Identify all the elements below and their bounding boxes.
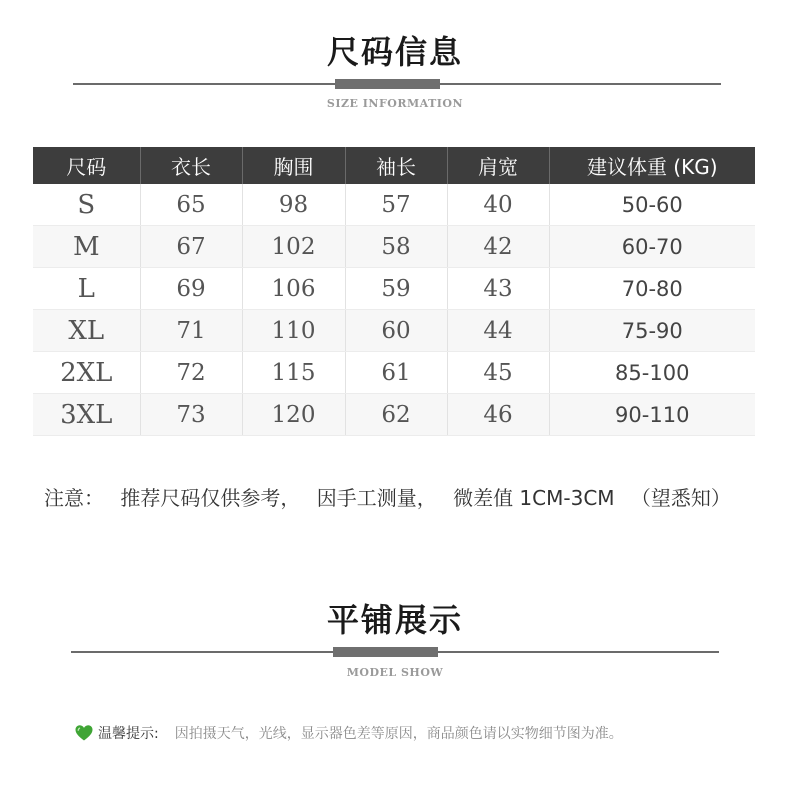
cell-sleeve: 57 xyxy=(345,184,447,226)
cell-weight: 70-80 xyxy=(549,268,755,310)
cell-size: S xyxy=(33,184,140,226)
cell-sleeve: 58 xyxy=(345,226,447,268)
cell-length: 65 xyxy=(140,184,242,226)
header-sleeve: 袖长 xyxy=(345,147,447,184)
cell-length: 69 xyxy=(140,268,242,310)
header-chest: 胸围 xyxy=(242,147,345,184)
header-shoulder: 肩宽 xyxy=(447,147,549,184)
cell-chest: 110 xyxy=(242,310,345,352)
cell-length: 73 xyxy=(140,394,242,436)
cell-shoulder: 43 xyxy=(447,268,549,310)
cell-length: 71 xyxy=(140,310,242,352)
note-label: 注意： xyxy=(44,486,104,510)
cell-chest: 115 xyxy=(242,352,345,394)
cell-chest: 102 xyxy=(242,226,345,268)
table-row xyxy=(33,268,755,310)
header-weight: 建议体重 (KG) xyxy=(549,147,755,184)
model-section-subtitle: MODEL SHOW xyxy=(346,666,444,679)
note-part-4: （望悉知） xyxy=(630,486,731,510)
tip-text: 因拍摄天气，光线，显示器色差等原因，商品颜色请以实物细节图为准。 xyxy=(174,726,623,742)
cell-sleeve: 60 xyxy=(345,310,447,352)
cell-weight: 75-90 xyxy=(549,310,755,352)
cell-chest: 106 xyxy=(242,268,345,310)
note-part-1: 推荐尺码仅供参考， xyxy=(120,486,301,510)
model-section-divider xyxy=(71,647,719,657)
header-length: 衣长 xyxy=(140,147,242,184)
table-header-row xyxy=(33,147,755,184)
table-row xyxy=(33,352,755,394)
cell-chest: 98 xyxy=(242,184,345,226)
cell-sleeve: 59 xyxy=(345,268,447,310)
divider-accent-bar xyxy=(333,647,438,657)
cell-length: 72 xyxy=(140,352,242,394)
cell-size: M xyxy=(33,226,140,268)
cell-shoulder: 46 xyxy=(447,394,549,436)
size-section-subtitle: SIZE INFORMATION xyxy=(326,97,464,110)
cell-size: L xyxy=(33,268,140,310)
model-section-title-wrap xyxy=(0,600,790,640)
table-row xyxy=(33,394,755,436)
table-row xyxy=(33,184,755,226)
cell-size: XL xyxy=(33,310,140,352)
cell-shoulder: 40 xyxy=(447,184,549,226)
cell-shoulder: 45 xyxy=(447,352,549,394)
tip-label: 温馨提示: xyxy=(98,726,159,742)
cell-sleeve: 62 xyxy=(345,394,447,436)
cell-weight: 50-60 xyxy=(549,184,755,226)
measurement-note xyxy=(44,482,784,511)
tip-row xyxy=(74,723,623,743)
note-part-3: 微差值 1CM-3CM xyxy=(453,486,615,510)
model-section-title: 平铺展示 xyxy=(326,601,463,639)
cell-sleeve: 61 xyxy=(345,352,447,394)
cell-weight: 85-100 xyxy=(549,352,755,394)
divider-accent-bar xyxy=(335,79,440,89)
note-part-2: 因手工测量， xyxy=(316,486,437,510)
cell-chest: 120 xyxy=(242,394,345,436)
size-section-divider xyxy=(73,79,721,89)
size-section-title-wrap xyxy=(0,32,790,72)
cell-length: 67 xyxy=(140,226,242,268)
green-heart-icon xyxy=(74,723,94,743)
cell-shoulder: 44 xyxy=(447,310,549,352)
table-row xyxy=(33,310,755,352)
size-table xyxy=(33,147,755,436)
cell-size: 3XL xyxy=(33,394,140,436)
cell-weight: 60-70 xyxy=(549,226,755,268)
cell-weight: 90-110 xyxy=(549,394,755,436)
size-section-title: 尺码信息 xyxy=(326,33,463,71)
cell-shoulder: 42 xyxy=(447,226,549,268)
table-row xyxy=(33,226,755,268)
header-size: 尺码 xyxy=(33,147,140,184)
cell-size: 2XL xyxy=(33,352,140,394)
